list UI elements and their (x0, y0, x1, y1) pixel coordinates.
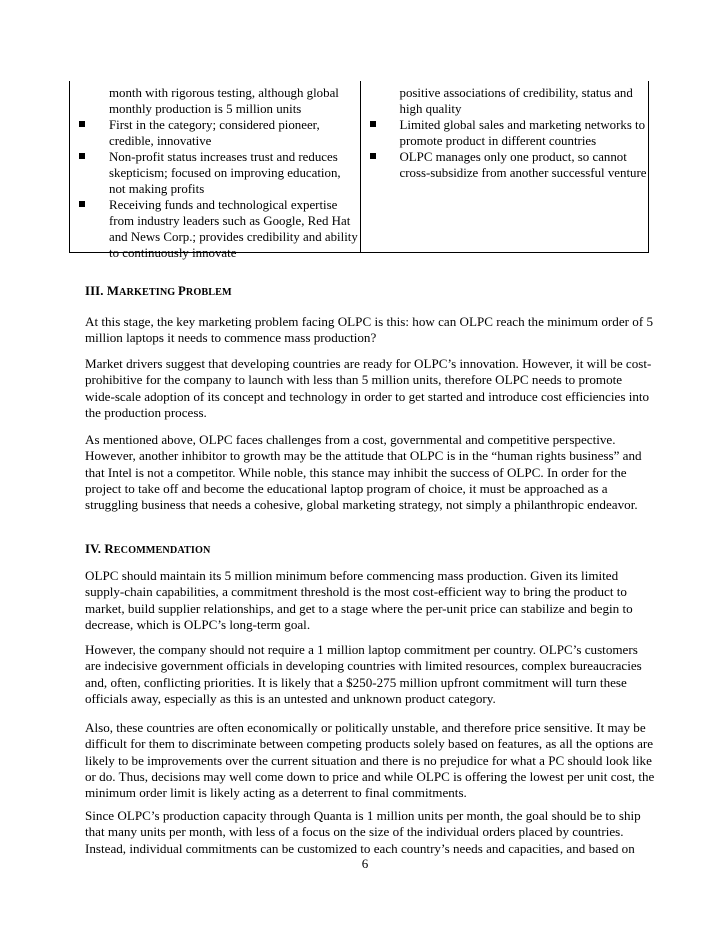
square-bullet-icon (370, 153, 376, 159)
table-right-column (361, 81, 649, 252)
swot-table-continuation (69, 81, 649, 260)
list-item (77, 117, 360, 149)
list-item (77, 85, 360, 117)
paragraph: As mentioned above, OLPC faces challenges from a cost, governmental and competitive perspective. However, another inhibitor to growth may be the attitude that OLPC is in the “human rights business” and that Intel is not a competitor. While noble, this stance may inhibit the success of OLPC. In order for the project to take off and become the educational laptop program of choice, it must be approached as a struggling business that needs a cohesive, global marketing strategy, not simply a philanthropic endeavor. (85, 432, 642, 513)
list-item (368, 85, 649, 117)
list-item (77, 197, 360, 261)
paragraph: However, the company should not require a 1 million laptop commitment per country. OLPC’s customers are indecisive government officials in developing countries with limited resources, complex bureaucracies and, often, conflicting priorities. It is likely that a $250-275 million upfront commitment will turn these officials away, especially as this is an untested and unknown product category. (85, 642, 642, 706)
square-bullet-icon (79, 121, 85, 127)
list-item (77, 149, 360, 197)
paragraph: Since OLPC’s production capacity through Quanta is 1 million units per month, the goal should be to ship that many units per month, with less of a focus on the size of the individual orders placed by countries. Instead, individual commitments can be customized to each country’s needs and capacities, and based on (85, 808, 641, 856)
list-item (368, 117, 649, 149)
paragraph: Also, these countries are often economically or politically unstable, and therefore price sensitive. It may be difficult for them to discriminate between competing products solely based on features, as all the options are likely to be improvements over the current situation and there is no prejudice for what a PC should look like or do. Thus, decisions may well come down to price and while OLPC is offering the lowest per unit cost, the minimum order limit is likely acting as a deterrent to final commitments. (85, 720, 655, 801)
list-item (368, 149, 649, 181)
list-item-text: month with rigorous testing, although global monthly production is 5 million units (109, 86, 339, 116)
list-item-text: OLPC manages only one product, so cannot cross-subsidize from another successful venture (399, 150, 647, 180)
paragraph: Market drivers suggest that developing countries are ready for OLPC’s innovation. However, it will be cost-prohibitive for the company to launch with less than 5 million units, therefore OLPC needs to promote wide-scale adoption of its concept and technology in order to get started and introduce cost efficiencies into the production process. (85, 356, 652, 420)
list-item-text: Limited global sales and marketing networks to promote product in different countries (399, 118, 646, 148)
square-bullet-icon (370, 121, 376, 127)
section-heading-recommendation: IV. RECOMMENDATION (85, 542, 211, 556)
square-bullet-icon (79, 153, 85, 159)
list-item-text: Non-profit status increases trust and reduces skepticism; focused on improving education, not making profits (109, 150, 341, 196)
paragraph: OLPC should maintain its 5 million minimum before commencing mass production. Given its limited supply-chain capabilities, a commitment threshold is the most cost-efficient way to bring the product to market, build supplier relationships, and get to a stage where the per-unit price can stabilize and begin to decrease, which is OLPC’s long-term goal. (85, 568, 633, 632)
list-item-text: First in the category; considered pioneer, credible, innovative (109, 118, 320, 148)
paragraph: At this stage, the key marketing problem facing OLPC is this: how can OLPC reach the minimum order of 5 million laptops it needs to commence mass production? (85, 314, 654, 346)
list-item-text: Receiving funds and technological expertise from industry leaders such as Google, Red Hat and News Corp.; provides credibility and ability to continuously innovate (109, 198, 358, 260)
section-heading-marketing-problem: III. MARKETING PROBLEM (85, 284, 232, 298)
page-number: 6 (361, 856, 369, 871)
list-item-text: positive associations of credibility, status and high quality (399, 86, 633, 116)
table-left-column (70, 81, 361, 260)
square-bullet-icon (79, 201, 85, 207)
